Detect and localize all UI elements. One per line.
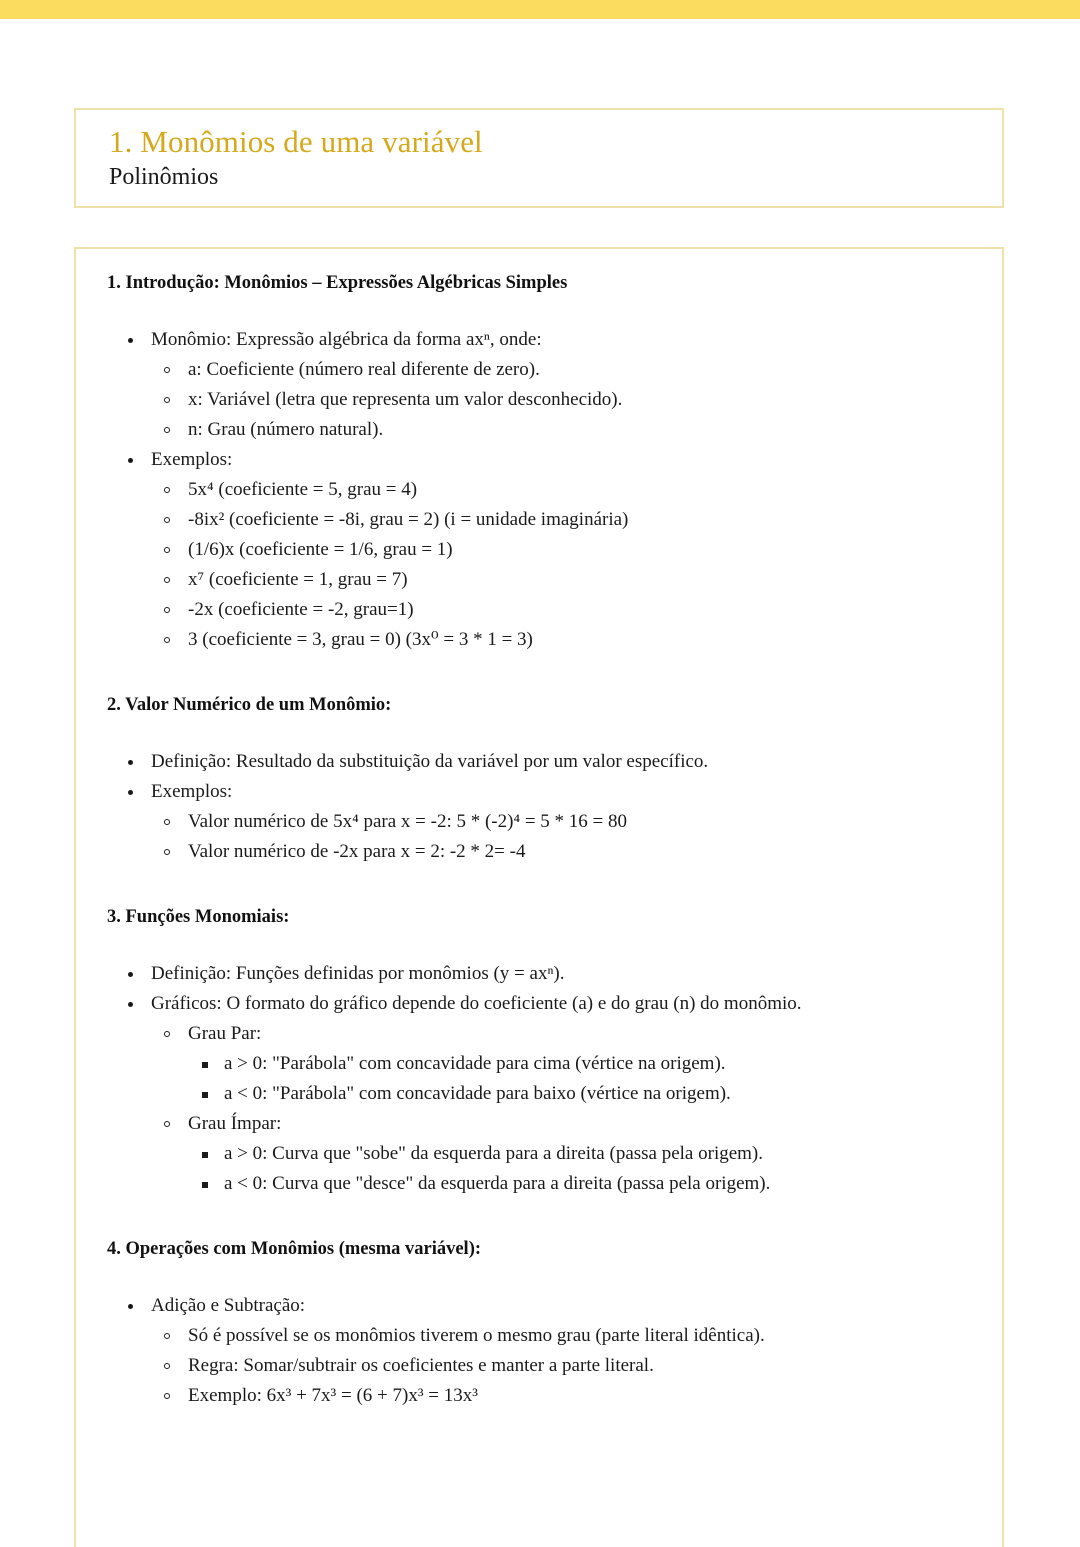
list-item: [151, 565, 974, 595]
list-item: [188, 1169, 974, 1199]
list-item: [188, 1079, 974, 1109]
heading-spacer: [107, 1261, 974, 1291]
document-content-box: [74, 247, 1004, 1547]
list-item: [188, 1139, 974, 1169]
list-item: [151, 595, 974, 625]
list-item-text: Grau Ímpar:: [188, 1109, 974, 1139]
list-item-text: x⁷ (coeficiente = 1, grau = 7): [188, 565, 974, 595]
list-item: [151, 1321, 974, 1351]
list-item-text: Exemplo: 6x³ + 7x³ = (6 + 7)x³ = 13x³: [188, 1381, 974, 1411]
list-item: [151, 385, 974, 415]
section-heading: 2. Valor Numérico de um Monômio:: [107, 695, 392, 715]
section-heading: 1. Introdução: Monômios – Expressões Algébricas Simples: [107, 273, 568, 293]
list-item-text: (1/6)x (coeficiente = 1/6, grau = 1): [188, 535, 974, 565]
bullet-list-level-3: [188, 1139, 974, 1199]
list-item: [151, 505, 974, 535]
heading-spacer: [107, 295, 974, 325]
list-item: [107, 959, 974, 989]
list-item-text: a > 0: "Parábola" com concavidade para cima (vértice na origem).: [224, 1049, 974, 1079]
section-spacer: [107, 867, 974, 905]
document-header-box: [74, 108, 1004, 208]
page-subtitle: Polinômios: [109, 164, 219, 190]
list-item: [151, 355, 974, 385]
bullet-list-level-2: [151, 1019, 974, 1199]
bullet-list-level-3: [188, 1049, 974, 1109]
list-item-text: Exemplos:: [151, 445, 974, 475]
list-item-text: 5x⁴ (coeficiente = 5, grau = 4): [188, 475, 974, 505]
list-item-text: Exemplos:: [151, 777, 974, 807]
list-item: [151, 837, 974, 867]
list-item: [151, 1019, 974, 1109]
list-item: [107, 445, 974, 655]
list-item: [151, 625, 974, 655]
list-item-text: a: Coeficiente (número real diferente de zero).: [188, 355, 974, 385]
list-item: [107, 325, 974, 445]
list-item-text: -8ix² (coeficiente = -8i, grau = 2) (i = unidade imaginária): [188, 505, 974, 535]
list-item-text: Grau Par:: [188, 1019, 974, 1049]
list-item-text: x: Variável (letra que representa um valor desconhecido).: [188, 385, 974, 415]
bullet-list-level-1: [107, 1291, 974, 1411]
list-item-text: Gráficos: O formato do gráfico depende do coeficiente (a) e do grau (n) do monômio.: [151, 989, 974, 1019]
bullet-list-level-2: [151, 475, 974, 655]
list-item-text: n: Grau (número natural).: [188, 415, 974, 445]
list-item: [107, 1291, 974, 1411]
list-item-text: Valor numérico de -2x para x = 2: -2 * 2= -4: [188, 837, 974, 867]
list-item: [151, 535, 974, 565]
list-item: [107, 777, 974, 867]
list-item: [151, 1351, 974, 1381]
list-item-text: Definição: Funções definidas por monômios (y = axⁿ).: [151, 959, 974, 989]
list-item-text: a > 0: Curva que "sobe" da esquerda para a direita (passa pela origem).: [224, 1139, 974, 1169]
list-item-text: Definição: Resultado da substituição da variável por um valor específico.: [151, 747, 974, 777]
list-item: [151, 475, 974, 505]
list-item: [151, 1381, 974, 1411]
list-item-text: a < 0: Curva que "desce" da esquerda para a direita (passa pela origem).: [224, 1169, 974, 1199]
list-item-text: Adição e Subtração:: [151, 1291, 974, 1321]
list-item: [151, 807, 974, 837]
heading-spacer: [107, 717, 974, 747]
list-item-text: -2x (coeficiente = -2, grau=1): [188, 595, 974, 625]
document-body: [76, 249, 1002, 1411]
section-spacer: [107, 1199, 974, 1237]
bullet-list-level-2: [151, 1321, 974, 1411]
list-item-text: 3 (coeficiente = 3, grau = 0) (3x⁰ = 3 * 1 = 3): [188, 625, 974, 655]
list-item-text: Valor numérico de 5x⁴ para x = -2: 5 * (-2)⁴ = 5 * 16 = 80: [188, 807, 974, 837]
heading-spacer: [107, 929, 974, 959]
list-item: [107, 747, 974, 777]
bullet-list-level-2: [151, 355, 974, 445]
bullet-list-level-2: [151, 807, 974, 867]
section-heading: 3. Funções Monomiais:: [107, 907, 290, 927]
bullet-list-level-1: [107, 959, 974, 1199]
list-item-text: Monômio: Expressão algébrica da forma axⁿ, onde:: [151, 325, 974, 355]
list-item: [151, 1109, 974, 1199]
list-item-text: a < 0: "Parábola" com concavidade para baixo (vértice na origem).: [224, 1079, 974, 1109]
section-heading: 4. Operações com Monômios (mesma variável):: [107, 1239, 482, 1259]
page-title: 1. Monômios de uma variável: [109, 124, 483, 159]
bullet-list-level-1: [107, 747, 974, 867]
list-item: [151, 415, 974, 445]
section-spacer: [107, 655, 974, 693]
top-accent-band: [0, 0, 1080, 19]
list-item-text: Só é possível se os monômios tiverem o mesmo grau (parte literal idêntica).: [188, 1321, 974, 1351]
bullet-list-level-1: [107, 325, 974, 655]
list-item: [107, 989, 974, 1199]
list-item: [188, 1049, 974, 1079]
list-item-text: Regra: Somar/subtrair os coeficientes e manter a parte literal.: [188, 1351, 974, 1381]
